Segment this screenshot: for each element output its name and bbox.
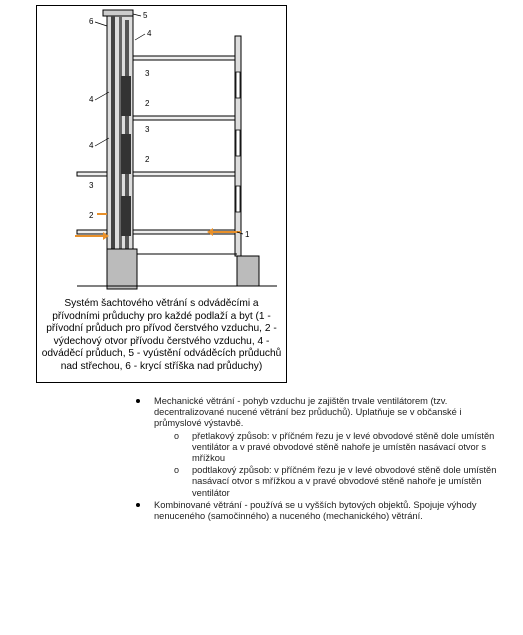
label-3c: 3	[89, 181, 94, 190]
combined-text: Kombinované větrání - používá se u vyšších bytových objektů. Spojuje výhody nenuceného (samočinného) a nuceného (mechanického) větrání.	[154, 499, 477, 522]
list-item-combined	[132, 500, 502, 522]
sublist-item-overpressure	[154, 431, 502, 465]
label-4b: 4	[89, 95, 94, 104]
bullet-icon	[136, 503, 140, 507]
figure-box	[36, 5, 287, 383]
overpressure-text: přetlakový způsob: v příčném řezu je v levé obvodové stěně dole umístěn ventilátor a v pravé obvodové stěně nahoře je umístěn nasávací otvor s mřížkou	[192, 430, 495, 464]
label-2b: 2	[145, 155, 150, 164]
ventilation-list	[132, 396, 502, 523]
label-3b: 3	[145, 125, 150, 134]
label-4a: 4	[147, 29, 152, 38]
underpressure-text: podtlakový způsob: v příčném řezu je v levé obvodové stěně dole umístěn nasávací otvor s mřížkou a v pravé obvodové stěně nahoře je umístěn ventilátor	[192, 465, 497, 498]
circle-bullet-icon: o	[174, 465, 180, 476]
mechanical-text: Mechanické větrání - pohyb vzduchu je zajištěn trvale ventilátorem (tzv. decentralizované nucené větrání bez průduchů). Uplatňuje se v občanské i průmyslové výstavbě.	[154, 396, 462, 429]
label-2a: 2	[145, 99, 150, 108]
ventilation-diagram	[37, 6, 286, 296]
label-2c: 2	[89, 211, 94, 220]
sublist-item-underpressure	[154, 465, 502, 499]
label-3a: 3	[145, 69, 150, 78]
bullet-icon	[136, 399, 140, 403]
label-6: 6	[89, 17, 94, 26]
label-1: 1	[245, 230, 250, 239]
figure-caption: Systém šachtového větrání s odváděcími a přívodními průduchy pro každé podlaží a byt (1 - přívodní průduch pro přívod čerstvého vzduchu, 2 - výdechový otvor přívodu čerstvého vzduchu, 4 - odváděcí průduch, 5 - vyústění odváděcích průduchů nad střechou, 6 - krycí stříška nad průduchy)	[41, 298, 282, 372]
label-4c: 4	[89, 141, 94, 150]
circle-bullet-icon: o	[174, 430, 180, 441]
list-item-mechanical	[132, 396, 502, 499]
label-5: 5	[143, 11, 148, 20]
